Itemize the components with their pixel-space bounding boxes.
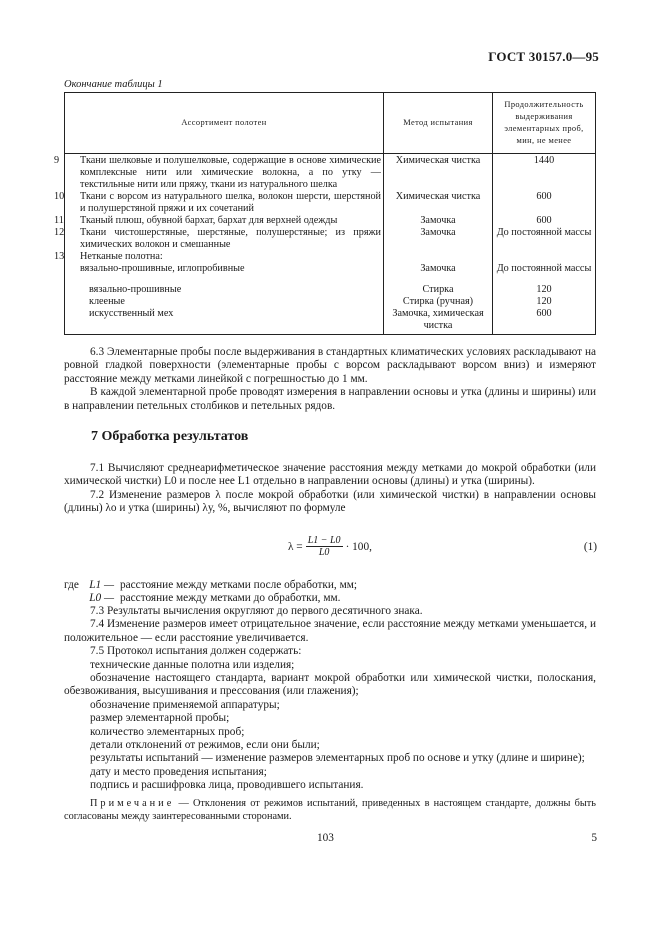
- row-number: 13: [54, 251, 65, 262]
- row-method: Замочка, химическая чистка: [384, 308, 493, 335]
- legend-text: расстояние между метками до обработки, мм.: [120, 592, 341, 605]
- legend-symbol: L1 —: [89, 579, 114, 591]
- row-assortment: Ткани с ворсом из натурального шелка, волокон шерсти, шерстяной и полушерстяной пряжи и их сочетаний: [80, 191, 381, 214]
- row-assortment: Ткани шелковые и полушелковые, содержащие в основе химические комплексные нити или химические волокна, а по утку — текстильные нити или пряжу, ткани из натурального шелка: [80, 155, 381, 190]
- row-method: Замочка: [384, 215, 493, 227]
- paragraph-7-4: 7.4 Изменение размеров имеет отрицательное значение, если расстояние между метками уменьшается, и положительное — если расстояние увеличивается.: [64, 618, 596, 644]
- paragraph-7-3: 7.3 Результаты вычисления округляют до первого десятичного знака.: [90, 605, 423, 617]
- paragraph-7-2: 7.2 Изменение размеров λ после мокрой обработки (или химической чистки) в направлении основы (длины) λо и утка (ширины) λу, %, вычисляют по формуле: [64, 488, 596, 515]
- section-6-3: [64, 346, 596, 413]
- row-assortment: клееные: [89, 296, 125, 307]
- legend-text: расстояние между метками после обработки, мм;: [120, 579, 358, 591]
- row-duration: До постоянной массы: [493, 227, 596, 251]
- row-duration: До постоянной массы: [493, 263, 596, 275]
- formula-legend: [64, 579, 357, 606]
- row-method: Химическая чистка: [384, 191, 493, 215]
- row-number: 10: [54, 191, 65, 202]
- table-row: [65, 308, 596, 335]
- row-assortment: Ткани чистошерстяные, шерстяные, полушерстяные; из пряжи химических волокон и смешанные: [80, 227, 381, 250]
- column-header-method: Метод испытания: [384, 93, 493, 154]
- protocol-item: размер элементарной пробы;: [90, 712, 230, 725]
- row-duration: 1440: [493, 154, 596, 192]
- row-number: 11: [54, 215, 64, 226]
- legend-lead: где: [64, 579, 79, 591]
- formula-rhs: · 100,: [345, 540, 372, 553]
- row-duration: 120: [493, 275, 596, 296]
- row-duration: [493, 251, 596, 263]
- table-row: [65, 275, 596, 296]
- row-method: Замочка: [384, 263, 493, 275]
- protocol-item: технические данные полотна или изделия;: [90, 658, 295, 671]
- table-row: [65, 296, 596, 308]
- protocol-item: подпись и расшифровка лица, проводившего испытания.: [90, 779, 364, 792]
- row-assortment: вязально-прошивные: [89, 284, 182, 295]
- row-duration: 600: [493, 308, 596, 335]
- formula-1: [288, 535, 372, 558]
- paragraph-6-3-cont: В каждой элементарной пробе проводят измерения в направлении основы и утка (длины и ширины) или в направлении петельных столбиков и петельных рядов.: [64, 386, 596, 412]
- formula-lhs: λ =: [288, 540, 303, 553]
- row-assortment: вязально-прошивные, иглопробивные: [80, 263, 245, 274]
- row-number: 9: [54, 155, 60, 166]
- formula-fraction: [306, 535, 343, 558]
- column-header-assortment: Ассортимент полотен: [65, 93, 384, 154]
- protocol-item: результаты испытаний — изменение размеров элементарных проб по основе и утку (длине и ширине);: [90, 752, 585, 765]
- row-duration: 600: [493, 215, 596, 227]
- table-row: [65, 191, 596, 215]
- table-row: [65, 227, 596, 251]
- row-assortment: Тканый плюш, обувной бархат, бархат для верхней одежды: [80, 215, 338, 226]
- column-header-duration: Продолжительность выдерживания элементарных проб, мин, не менее: [493, 93, 596, 154]
- row-number: 12: [54, 227, 65, 238]
- page-number-center: 103: [317, 832, 334, 844]
- legend-row: [64, 592, 357, 605]
- row-method: [384, 251, 493, 263]
- note: [64, 798, 596, 823]
- row-duration: 600: [493, 191, 596, 215]
- legend-row: [64, 579, 357, 592]
- row-method: Химическая чистка: [384, 154, 493, 192]
- row-method: Стирка (ручная): [384, 296, 493, 308]
- legend-symbol: L0 —: [89, 592, 114, 605]
- row-method: Стирка: [384, 275, 493, 296]
- paragraph-7-5: 7.5 Протокол испытания должен содержать:: [90, 645, 302, 658]
- section-7-heading: 7 Обработка результатов: [91, 429, 249, 444]
- standard-header: ГОСТ 30157.0—95: [488, 49, 599, 64]
- table-row: [65, 215, 596, 227]
- protocol-item: обозначение настоящего стандарта, вариант мокрой обработки или химической чистки, полоскания, обезвоживания, высушивания и прессования (или глажения);: [64, 672, 596, 698]
- formula-number: (1): [583, 541, 597, 553]
- table-caption: Окончание таблицы 1: [64, 79, 163, 90]
- table-row: [65, 263, 596, 275]
- test-conditions-table: [54, 92, 596, 335]
- protocol-item: дату и место проведения испытания;: [90, 765, 267, 778]
- row-duration: 120: [493, 296, 596, 308]
- note-label: Примечание: [90, 798, 175, 809]
- legend-lead: [64, 592, 86, 605]
- protocol-item: количество элементарных проб;: [90, 725, 245, 738]
- row-assortment: Нетканые полотна:: [80, 251, 163, 262]
- formula-numerator: L1 − L0: [307, 535, 341, 546]
- protocol-item: обозначение применяемой аппаратуры;: [90, 698, 280, 711]
- note-text: — Отклонения от режимов испытаний, приведенных в настоящем стандарте, должны быть согласованы между заинтересованными сторонами.: [64, 798, 596, 822]
- section-7-rest: [64, 605, 596, 793]
- paragraph-7-1: 7.1 Вычисляют среднеарифметическое значение расстояния между метками до мокрой обработки (или химической чистки) L0 и после нее L1 отдельно в направлении основы (длины) и утка (ширины).: [64, 462, 596, 488]
- protocol-item: детали отклонений от режимов, если они были;: [90, 739, 320, 752]
- table-row: [65, 251, 596, 263]
- formula-denominator: L0: [318, 547, 330, 558]
- paragraph-6-3: 6.3 Элементарные пробы после выдерживания в стандартных климатических условиях раскладывают на ровной гладкой поверхности (элементарные пробы с ворсом раскладывают ворсом вниз) и измеряют расстояние между метками линейкой с погрешностью до 1 мм.: [64, 346, 596, 385]
- row-method: Замочка: [384, 227, 493, 251]
- table-header-row: [65, 93, 596, 154]
- section-7-intro: [64, 462, 596, 516]
- table-row: [65, 154, 596, 192]
- row-assortment: искусственный мех: [89, 308, 174, 319]
- page-number-right: 5: [591, 832, 597, 844]
